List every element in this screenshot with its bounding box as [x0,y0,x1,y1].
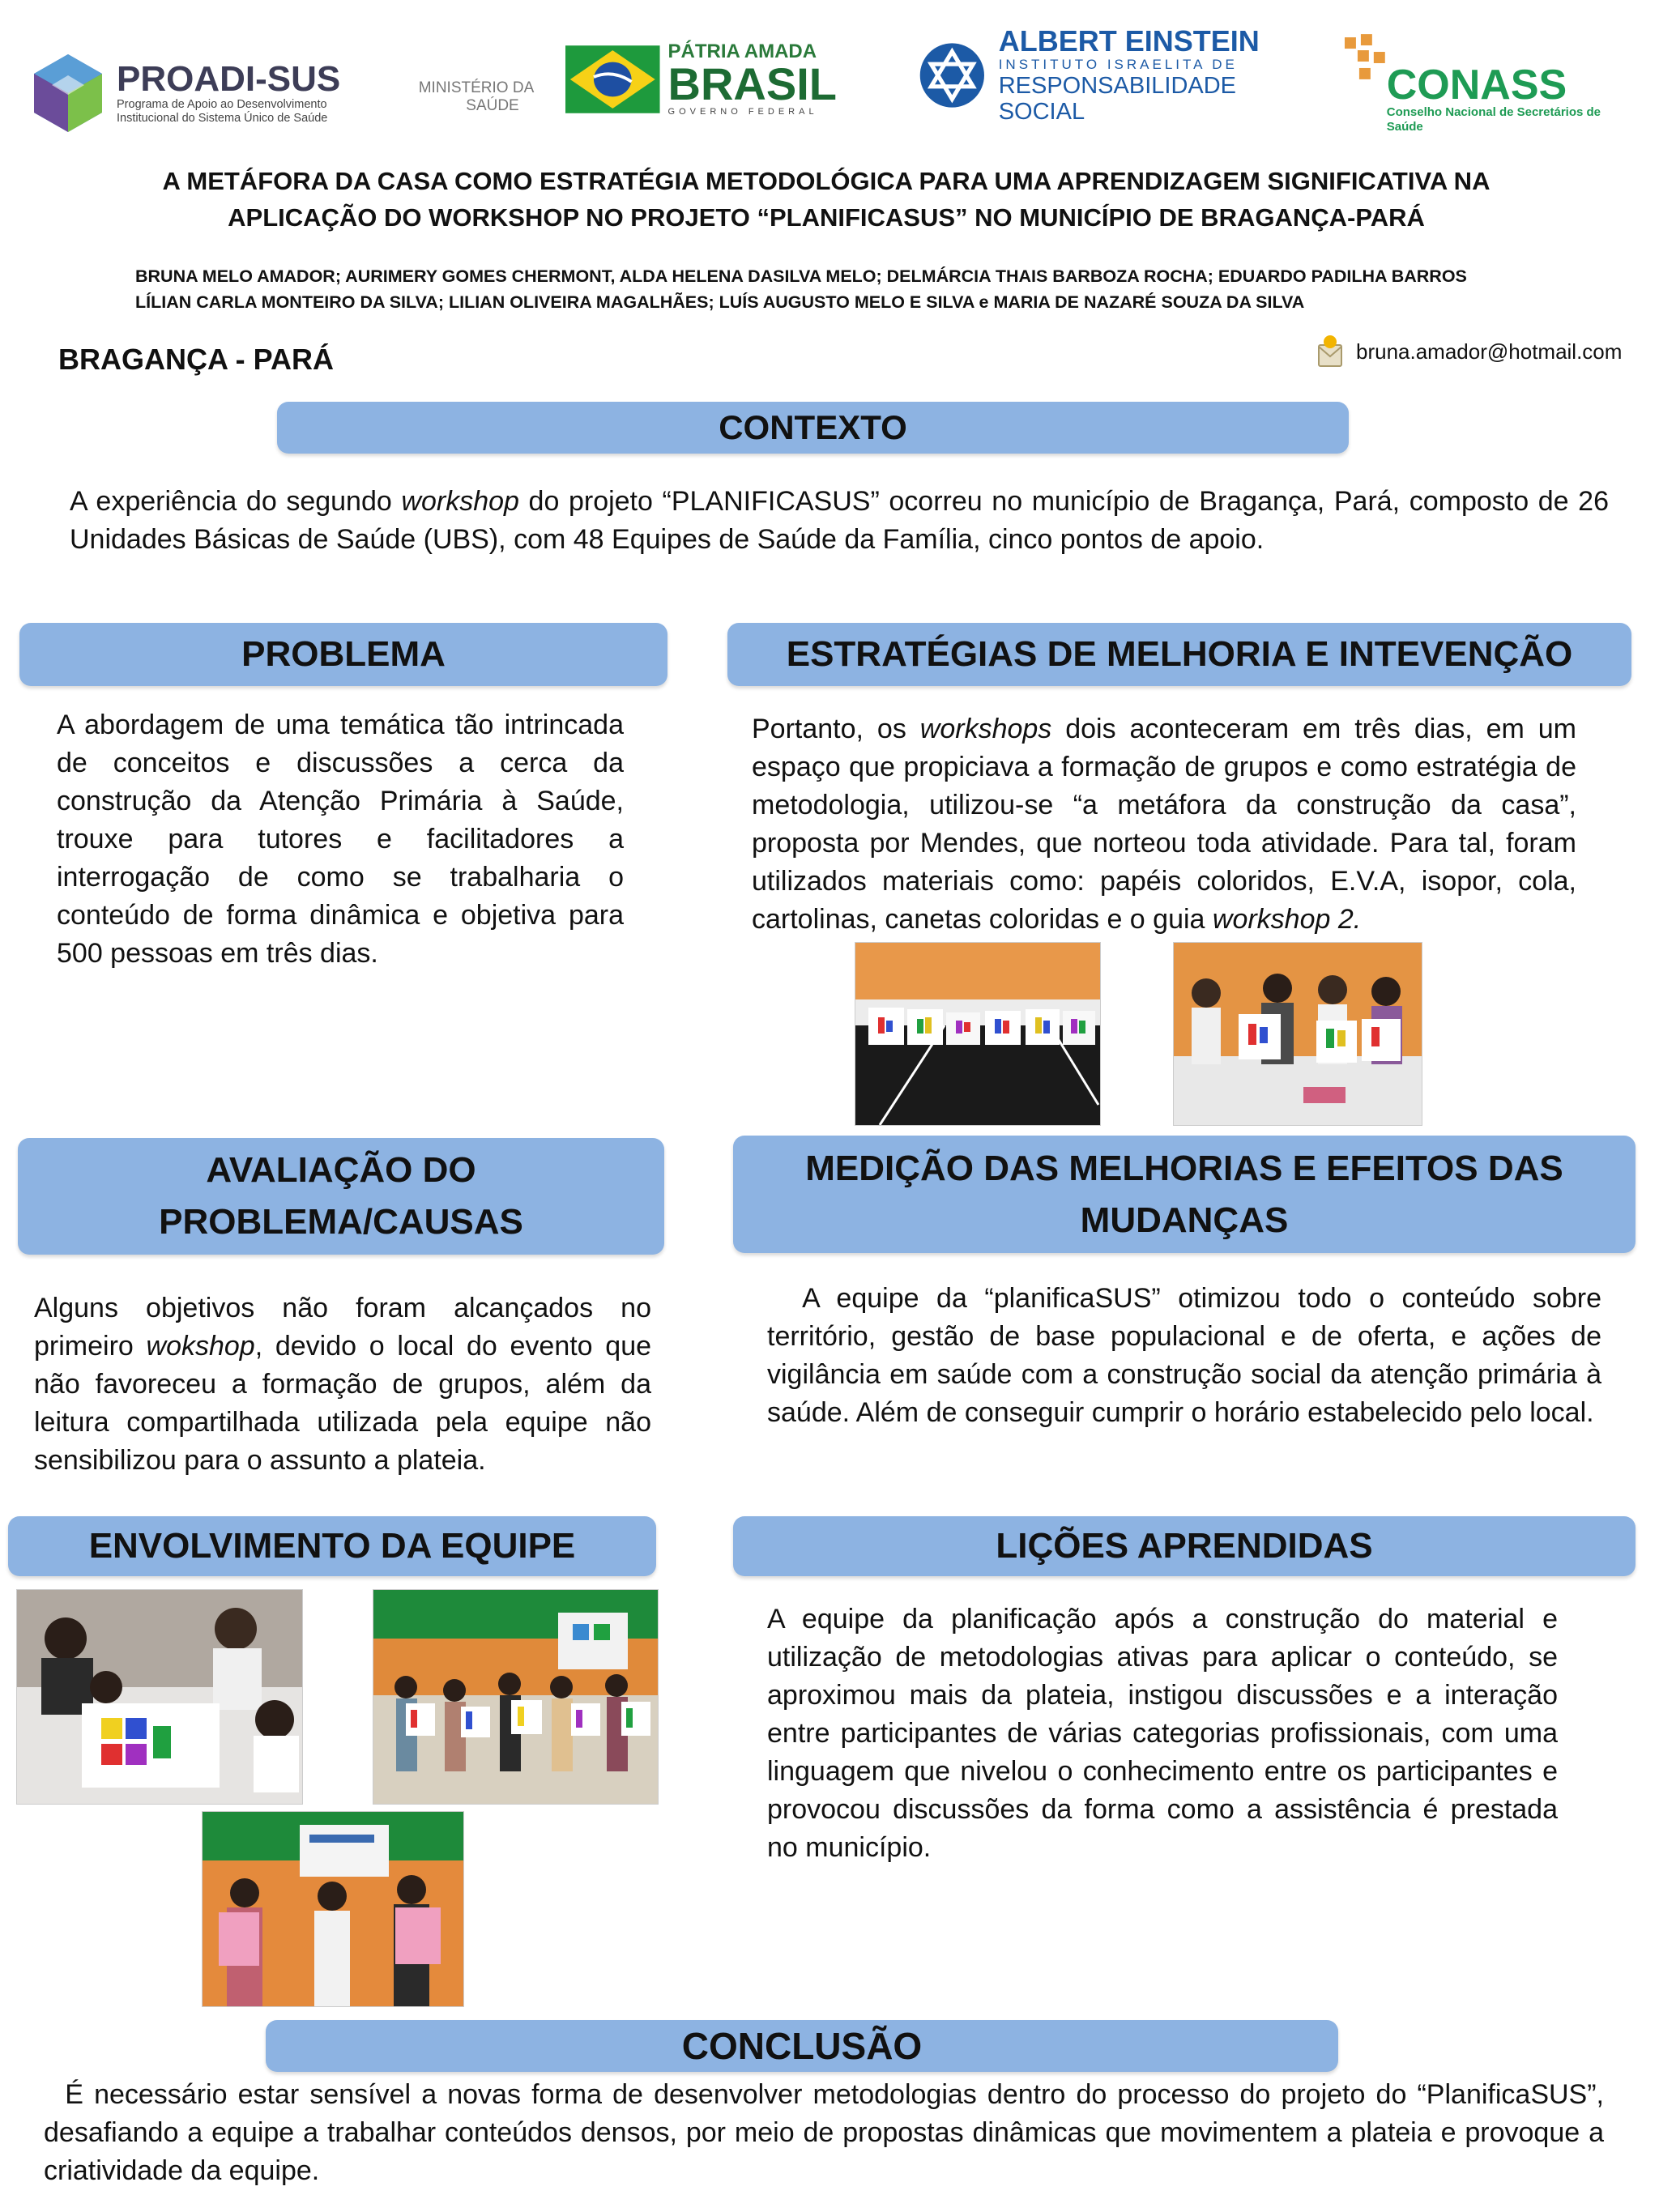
team-photo-working-on-floor [16,1589,303,1805]
envelope-icon [1317,334,1343,369]
poster-title-line-1: A METÁFORA DA CASA COMO ESTRATÉGIA METODOLÓGICA PARA UMA APRENDIZAGEM SIGNIFICATIVA NA [162,167,1491,195]
conass-cross-icon [1340,32,1392,84]
avaliacao-text-1: Alguns objetivos não foram alcançados no primeiro [34,1293,651,1362]
proadi-sus-logo [31,49,371,138]
star-of-david-icon [919,36,986,114]
section-contexto-header [277,402,1349,454]
section-problema-header [19,623,667,686]
proadi-name: PROADI-SUS [117,59,341,99]
section-envolvimento-title: ENVOLVIMENTO DA EQUIPE [88,1526,576,1566]
section-estrategias-text [752,710,1576,939]
contexto-text-3: do projeto “PLANIFICASUS” ocorreu no município de Bragança, Pará, composto de 26 Unidades Básicas de Saúde (UBS), com 48 Equipes de Saúde da Família, cinco pontos de apoio. [70,486,1609,555]
section-licoes-title: LIÇÕES APRENDIDAS [996,1526,1373,1566]
estrategias-text-2: workshops [919,714,1052,744]
poster-title-line-2: APLICAÇÃO DO WORKSHOP NO PROJETO “PLANIFICASUS” NO MUNICÍPIO DE BRAGANÇA-PARÁ [228,203,1425,232]
contexto-text-1: A experiência do segundo [70,486,402,517]
section-avaliacao-title-1: AVALIAÇÃO DO [206,1150,476,1190]
section-avaliacao-header [18,1138,664,1255]
patria-amada-text: PÁTRIA AMADA [667,40,817,62]
section-conclusao-text: É necessário estar sensível a novas forma de desenvolver metodologias dentro do processo do projeto do “PlanificaSUS”, desafiando a equipe a trabalhar conteúdos densos, por meio de propostas dinâmicas que movimentem a plateia e provoque a criatividade da equipe. [44,2079,1612,2186]
section-contexto-title: CONTEXTO [719,408,907,446]
estrategias-text-1: Portanto, os [752,714,920,744]
team-photo-speaker-with-microphone [202,1811,464,2007]
brasil-text: BRASIL [667,58,837,109]
conass-subtitle: Conselho Nacional de Secretários de Saúde [1386,105,1601,134]
section-licoes-header [733,1516,1636,1576]
section-contexto-text [70,483,1609,559]
section-avaliacao-text [34,1289,651,1480]
email-text: bruna.amador@hotmail.com [1356,339,1623,364]
workshop-photo-posters-on-floor [855,942,1101,1126]
section-medicao-header [733,1136,1636,1253]
proadi-subtitle-2: Institucional do Sistema Único de Saúde [117,112,328,125]
section-licoes-text: A equipe da planificação após a construção do material e utilização de metodologias ativas para aplicar o conteúdo, se aproximou mais da plateia, instigou discussões e a interação entre participantes de várias categorias profissionais, com uma linguagem que nivelou o conhecimento entre os participantes e provocou discussões da forma como a assistência é prestada no município. [767,1604,1558,1863]
estrategias-text-4: workshop 2. [1212,904,1362,935]
team-photo-presenting-posters [373,1589,659,1805]
einstein-institute: INSTITUTO ISRAELITA DE [998,57,1238,72]
section-avaliacao-title-2: PROBLEMA/CAUSAS [159,1202,523,1242]
authors-line-1: BRUNA MELO AMADOR; AURIMERY GOMES CHERMONT, ALDA HELENA DASILVA MELO; DELMÁRCIA THAIS BARBOZA ROCHA; EDUARDO PADILHA BARROS [135,266,1467,286]
proadi-subtitle-1: Programa de Apoio ao Desenvolvimento [117,98,327,111]
contact-email [1317,334,1622,369]
governo-federal-text: GOVERNO FEDERAL [667,107,818,117]
location-label: BRAGANÇA - PARÁ [58,343,334,376]
section-conclusao-title: CONCLUSÃO [681,2025,923,2067]
proadi-cube-icon [31,53,105,134]
section-conclusao-header [266,2020,1338,2072]
section-medicao-text: A equipe da “planificaSUS” otimizou todo o conteúdo sobre território, gestão de base populacional e de oferta, e ações de vigilância em saúde com a construção social da atenção primária à saúde. Além de conseguir cumprir o horário estabelecido pelo local. [767,1283,1610,1428]
section-problema-title: PROBLEMA [241,634,446,674]
section-problema-text: A abordagem de uma temática tão intrincada de conceitos e discussões a cerca da construção da Atenção Primária à Saúde, trouxe para tutores e facilitadores a interrogação de como se trabalharia o conteúdo de forma dinâmica e objetiva para 500 pessoas em três dias. [57,710,624,969]
section-medicao-title-2: MUDANÇAS [1080,1200,1289,1240]
avaliacao-text-3: , devido o local do evento que não favoreceu a formação de grupos, além da leitura compartilhada utilizada pela equipe não sensibilizou para o assunto a plateia. [34,1331,652,1476]
section-estrategias-header [727,623,1631,686]
ministerio-saude-logo [412,75,541,120]
einstein-responsabilidade: RESPONSABILIDADE SOCIAL [998,73,1237,125]
section-medicao-title-1: MEDIÇÃO DAS MELHORIAS E EFEITOS DAS [805,1148,1563,1188]
ministerio-line-2: SAÚDE [466,97,519,114]
section-envolvimento-header [8,1516,656,1576]
brazil-flag-icon [565,45,660,114]
ministerio-line-1: MINISTÉRIO DA [418,79,535,96]
patria-amada-brasil-logo [565,39,837,120]
albert-einstein-logo [919,24,1283,125]
estrategias-text-3: dois aconteceram em três dias, em um espaço que propiciava a formação de grupos e como estratégia de metodologia, utilizou-se “a metáfora da construção da casa”, proposta por Mendes, que norteou toda atividade. Para tal, foram utilizados materiais como: papéis coloridos, E.V.A, isopor, cola, cartolinas, canetas coloridas e o guia [752,714,1577,935]
conass-logo [1340,29,1640,134]
conass-name: CONASS [1386,62,1567,109]
workshop-photo-participants-holding-posters [1173,942,1422,1126]
section-estrategias-title: ESTRATÉGIAS DE MELHORIA E INTEVENÇÃO [786,634,1573,674]
avaliacao-text-2: wokshop [146,1331,255,1362]
einstein-name: ALBERT EINSTEIN [998,24,1260,58]
authors-line-2: LÍLIAN CARLA MONTEIRO DA SILVA; LILIAN OLIVEIRA MAGALHÃES; LUÍS AUGUSTO MELO E SILVA e MARIA DE NAZARÉ SOUZA DA SILVA [135,292,1305,312]
contexto-text-2: workshop [401,486,519,517]
